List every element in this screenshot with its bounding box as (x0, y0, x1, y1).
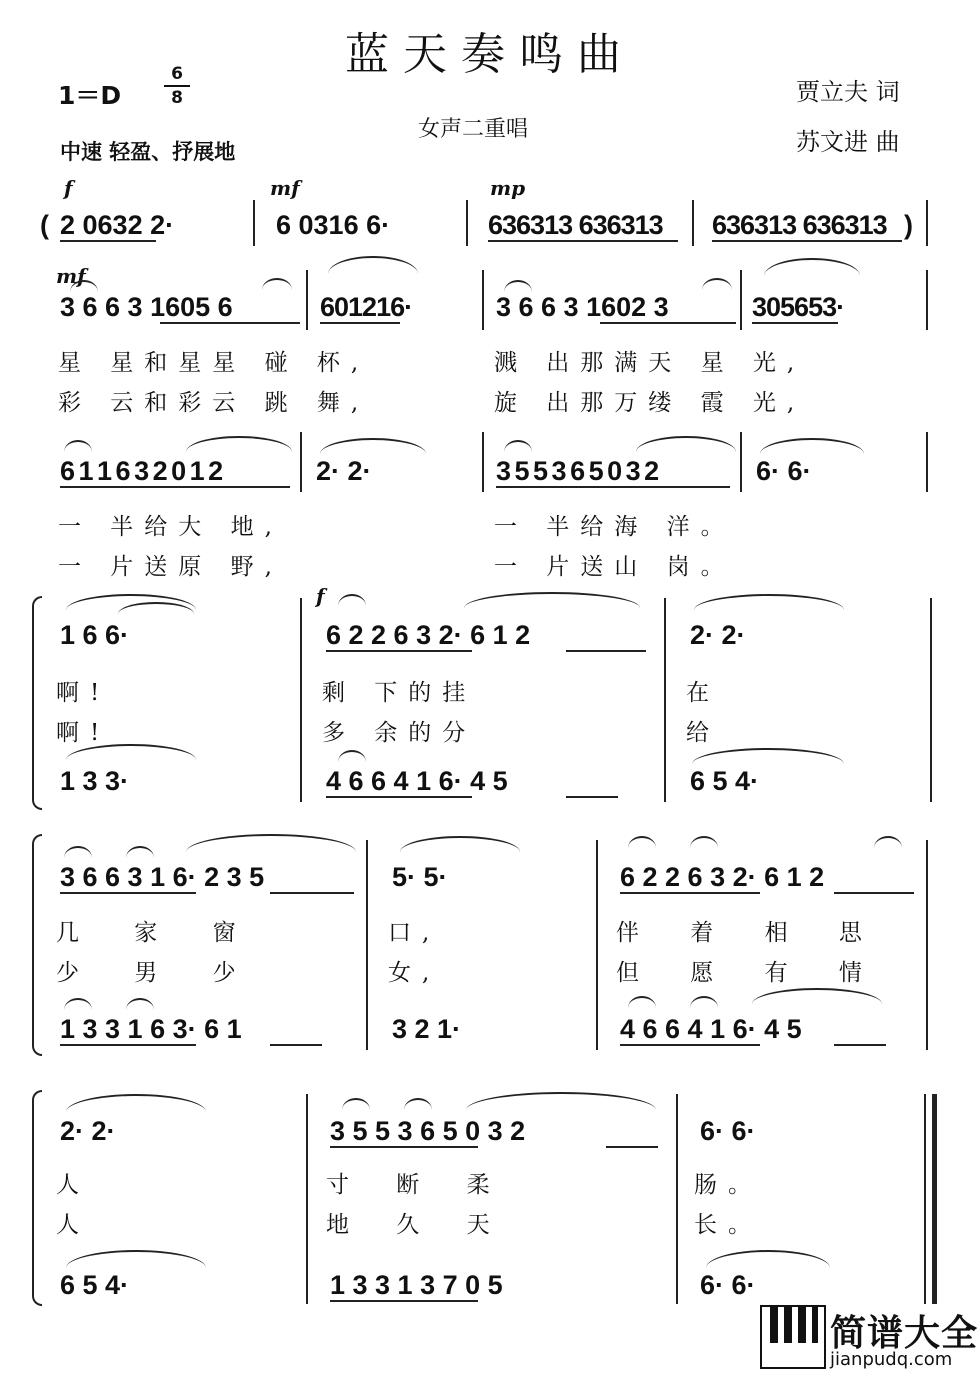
slur (692, 748, 844, 764)
dynamic-mp: mp (490, 176, 526, 200)
slur (338, 750, 366, 762)
slur (186, 834, 356, 852)
beam-underline (600, 322, 736, 324)
meter-bottom: 8 (171, 88, 183, 108)
lower-voice-measure-2: 3 2 1· (392, 1014, 462, 1044)
slur (628, 836, 656, 848)
slur (636, 436, 736, 452)
lyric-verse2: 啊! (56, 720, 111, 746)
barline (300, 432, 302, 492)
slur (64, 846, 92, 858)
barline (253, 200, 255, 246)
slur (752, 988, 882, 1004)
barline (300, 598, 302, 802)
upper-voice-measure-2: 6 2 2 6 3 2· 6 1 2 (326, 620, 531, 650)
slur (702, 278, 732, 290)
dynamic-f: f (316, 584, 325, 608)
beam-underline (326, 796, 472, 798)
barline (740, 432, 742, 492)
slur (66, 1250, 206, 1268)
beam-underline (160, 322, 300, 324)
beam-underline (326, 650, 472, 652)
system-brace (32, 1090, 42, 1306)
slur (464, 592, 640, 608)
slur (186, 436, 292, 452)
time-signature (164, 64, 190, 108)
lyric-verse2: 一 片送原 野, (58, 554, 283, 580)
barline (366, 840, 368, 1050)
beam-underline (330, 1146, 478, 1148)
lyric-verse1: 在 (686, 680, 720, 706)
dynamic-f: f (64, 176, 73, 200)
lower-voice-measure-1: 6 5 4· (60, 1270, 130, 1300)
slur (64, 998, 92, 1010)
system-brace (32, 596, 42, 810)
beam-underline (620, 1044, 760, 1046)
upper-voice-measure-2: 3 5 5 3 6 5 0 3 2 (330, 1116, 526, 1146)
lyric-verse2: 少 男 少 (56, 960, 260, 986)
melody-measure-3: 3 5 5 3 6 5 0 3 2 (496, 456, 658, 486)
melody-measure-4: 6· 6· (756, 456, 812, 486)
slur (404, 1098, 432, 1110)
beam-underline (606, 1146, 658, 1148)
slur (66, 1094, 206, 1112)
watermark-brand: 简谱大全 (830, 1313, 979, 1354)
upper-voice-measure-1: 1 6 6· (60, 620, 130, 650)
repeat-barline (924, 1094, 926, 1304)
lyric-verse1: 人 (56, 1172, 90, 1198)
beam-underline (330, 1300, 478, 1302)
piano-key (798, 1307, 806, 1343)
beam-underline (270, 892, 354, 894)
slur (504, 280, 532, 292)
lyric-verse2: 多 余的分 (322, 720, 477, 746)
slur (706, 1250, 830, 1268)
lyric-verse1: 寸 断 柔 (326, 1172, 510, 1198)
watermark-logo (760, 1305, 980, 1376)
melody-measure-4: 305653· (752, 292, 845, 322)
lyric-verse1: 伴 着 相 思 (616, 920, 884, 946)
lower-voice-measure-1: 1 3 3· (60, 766, 130, 796)
beam-underline (60, 486, 290, 488)
repeat-barline-thick (932, 1094, 937, 1304)
lower-voice-measure-3: 6 5 4· (690, 766, 760, 796)
beam-underline (566, 796, 618, 798)
barline (482, 270, 484, 330)
barline (926, 840, 928, 1050)
lyric-verse1: 口, (388, 920, 441, 946)
melody-measure-2: 601216· (320, 292, 413, 322)
meter-top: 6 (171, 64, 183, 84)
lower-voice-measure-2: 1 3 3 1 3 7 0 5 (330, 1270, 503, 1300)
beam-underline (566, 650, 646, 652)
lyric-verse1: 一 半给大 地, (58, 514, 283, 540)
lyric-verse2: 女, (388, 960, 441, 986)
beam-underline (320, 322, 400, 324)
slur (760, 438, 864, 454)
upper-voice-measure-1: 2· 2· (60, 1116, 116, 1146)
barline (926, 270, 928, 330)
lyricist-credit: 贾立夫 词 (796, 78, 900, 106)
slur (126, 846, 154, 858)
melody-measure-3: 3 6 6 3 1602 3 (496, 292, 669, 322)
intro-measure-3: 636313 636313 (488, 210, 663, 240)
key-signature: 1＝D (58, 81, 122, 110)
lyric-verse2: 人 (56, 1212, 90, 1238)
piano-key (812, 1307, 818, 1343)
barline (306, 1094, 308, 1304)
barline (930, 598, 932, 802)
barline (482, 432, 484, 492)
lyric-verse1: 溅 出那满天 星 光, (494, 350, 806, 376)
slur (690, 996, 718, 1008)
beam-underline (834, 1044, 886, 1046)
lyric-verse2: 长。 (694, 1212, 762, 1238)
melody-measure-2: 2· 2· (316, 456, 372, 486)
lower-voice-measure-3: 6· 6· (700, 1270, 756, 1300)
slur (342, 1098, 370, 1110)
lyric-verse1: 肠。 (694, 1172, 762, 1198)
lower-voice-measure-2: 4 6 6 4 1 6· 4 5 (326, 766, 508, 796)
melody-measure-1: 6 1 1 6 3 2 0 1 2 (60, 456, 222, 486)
slur (70, 280, 98, 292)
upper-voice-measure-3: 6 2 2 6 3 2· 6 1 2 (620, 862, 825, 892)
beam-underline (488, 240, 678, 242)
slur (262, 278, 292, 290)
slur (64, 440, 92, 452)
barline (596, 840, 598, 1050)
intro-measure-4: 636313 636313 (712, 210, 887, 240)
beam-underline (752, 322, 838, 324)
beam-underline (60, 1044, 196, 1046)
melody-measure-1: 3 6 6 3 1605 6 (60, 292, 233, 322)
upper-voice-measure-3: 2· 2· (690, 620, 746, 650)
lyric-verse2: 彩 云和彩云 跳 舞, (58, 390, 370, 416)
slur (400, 836, 520, 852)
piano-key (770, 1307, 778, 1343)
lyric-verse1: 几 家 窗 (56, 920, 260, 946)
upper-voice-measure-3: 6· 6· (700, 1116, 756, 1146)
beam-underline (620, 892, 760, 894)
lyric-verse2: 给 (686, 720, 720, 746)
slur (466, 1092, 656, 1110)
intro-paren-close: ) (904, 210, 913, 240)
slur (690, 836, 718, 848)
system-brace (32, 834, 42, 1056)
upper-voice-measure-1: 3 6 6 3 1 6· 2 3 5 (60, 862, 265, 892)
lower-voice-measure-3: 4 6 6 4 1 6· 4 5 (620, 1014, 802, 1044)
lyric-verse2: 旋 出那万缕 霞 光, (494, 390, 806, 416)
piano-icon (760, 1305, 826, 1369)
composer-credit: 苏文进 曲 (796, 128, 900, 156)
piano-key (784, 1307, 792, 1343)
song-title: 蓝天奏鸣曲 (345, 29, 635, 80)
beam-underline (270, 1044, 322, 1046)
slur (628, 996, 656, 1008)
slur (504, 440, 532, 452)
intro-measure-2: 6 0316 6· (276, 210, 391, 240)
beam-underline (60, 892, 196, 894)
slur (874, 836, 902, 848)
lyric-verse1: 星 星和星星 碰 杯, (58, 350, 370, 376)
intro-measure-1: 2 0632 2· (60, 210, 175, 240)
intro-paren-open: ( (40, 210, 49, 240)
barline (676, 1094, 678, 1304)
barline (664, 598, 666, 802)
watermark-site: jianpudq.com (830, 1349, 953, 1370)
lower-voice-measure-1: 1 3 3 1 6 3· 6 1 (60, 1014, 242, 1044)
performance-subtitle: 女声二重唱 (418, 117, 529, 142)
barline (926, 432, 928, 492)
meter-line (164, 85, 190, 87)
slur (320, 438, 426, 454)
lyric-verse1: 啊! (56, 680, 111, 706)
beam-underline (60, 240, 156, 242)
lyric-verse2: 一 片送山 岗。 (494, 554, 735, 580)
barline (306, 270, 308, 330)
slur (694, 594, 844, 610)
slur (764, 258, 860, 276)
barline (926, 200, 928, 246)
dynamic-mf: mf (56, 264, 86, 288)
tempo-marking: 中速 轻盈、抒展地 (60, 140, 236, 164)
slur (338, 594, 366, 606)
upper-voice-measure-2: 5· 5· (392, 862, 448, 892)
beam-underline (834, 892, 914, 894)
barline (692, 200, 694, 246)
slur (126, 998, 154, 1010)
lyric-verse2: 但 愿 有 情 (616, 960, 884, 986)
lyric-verse1: 剩 下的挂 (322, 680, 477, 706)
barline (740, 270, 742, 330)
dynamic-mf: mf (270, 176, 300, 200)
slur (328, 256, 418, 274)
barline (466, 200, 468, 246)
lyric-verse1: 一 半给海 洋。 (494, 514, 735, 540)
lyric-verse2: 地 久 天 (326, 1212, 510, 1238)
beam-underline (712, 240, 902, 242)
beam-underline (496, 486, 730, 488)
